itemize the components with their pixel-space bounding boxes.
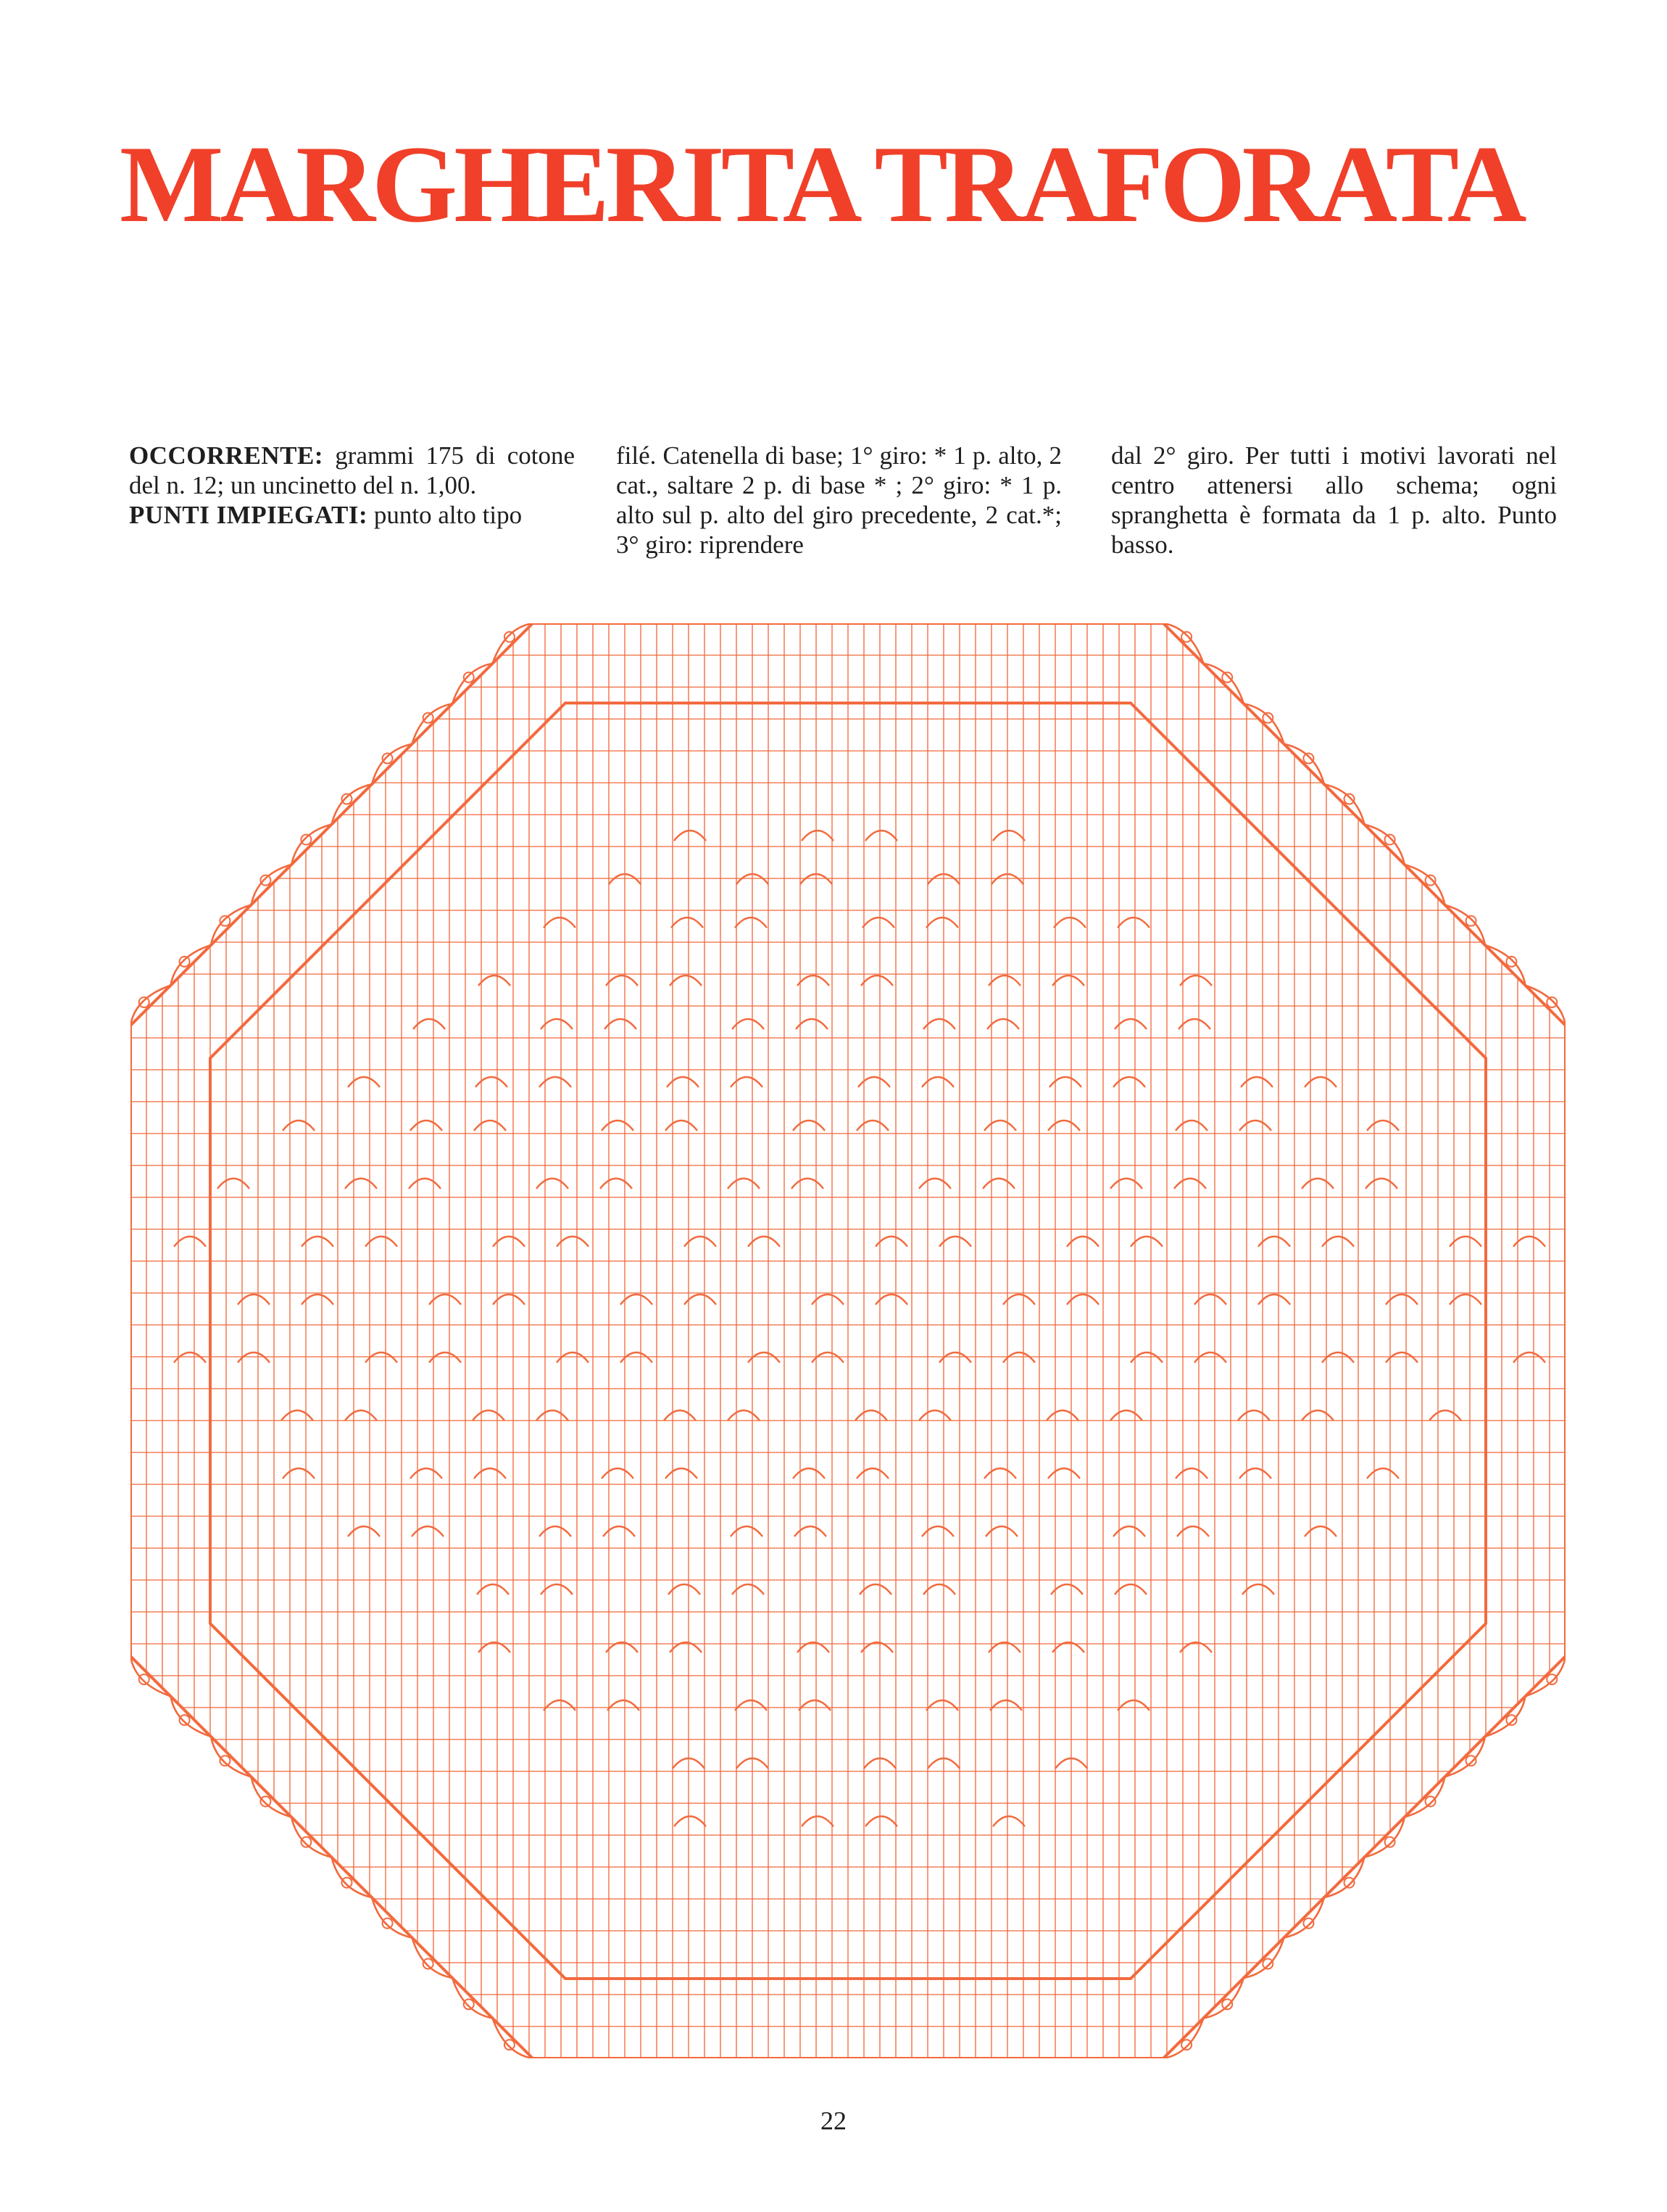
paragraph-text: filé. Catenella di base; 1° giro: * 1 p. alto, 2 cat., saltare 2 p. di base * ; 2° giro: * 1 p. alto sul p. alto del giro precedente, 2 cat.*; 3° giro: riprendere: [616, 441, 1062, 559]
page-title: MARGHERITA TRAFORATA: [120, 123, 1523, 245]
paragraph-punti: [129, 500, 575, 530]
chart-motifs: [174, 831, 1545, 1826]
paragraph-occorrente: [129, 441, 575, 500]
crochet-pattern-chart: [130, 623, 1566, 2058]
paragraph-lead: OCCORRENTE:: [129, 441, 324, 470]
paragraph-text: dal 2° giro. Per tutti i motivi lavorati nel centro attenersi allo schema; ogni spranghetta è formata da 1 p. alto. Punto basso.: [1111, 441, 1557, 559]
paragraph-text: punto alto tipo: [367, 501, 523, 529]
text-column-1: [129, 441, 575, 530]
paragraph-text: grammi 175 di cotone del n. 12; un uncinetto del n. 1,00.: [129, 441, 575, 499]
text-column-2: [616, 441, 1062, 560]
page-number: 22: [820, 2106, 847, 2135]
text-column-3: [1111, 441, 1557, 560]
paragraph-lead: PUNTI IMPIEGATI:: [129, 501, 368, 529]
chart-grid: [130, 623, 1566, 2058]
paragraph-instructions: [616, 441, 1062, 560]
paragraph-instructions-cont: [1111, 441, 1557, 560]
